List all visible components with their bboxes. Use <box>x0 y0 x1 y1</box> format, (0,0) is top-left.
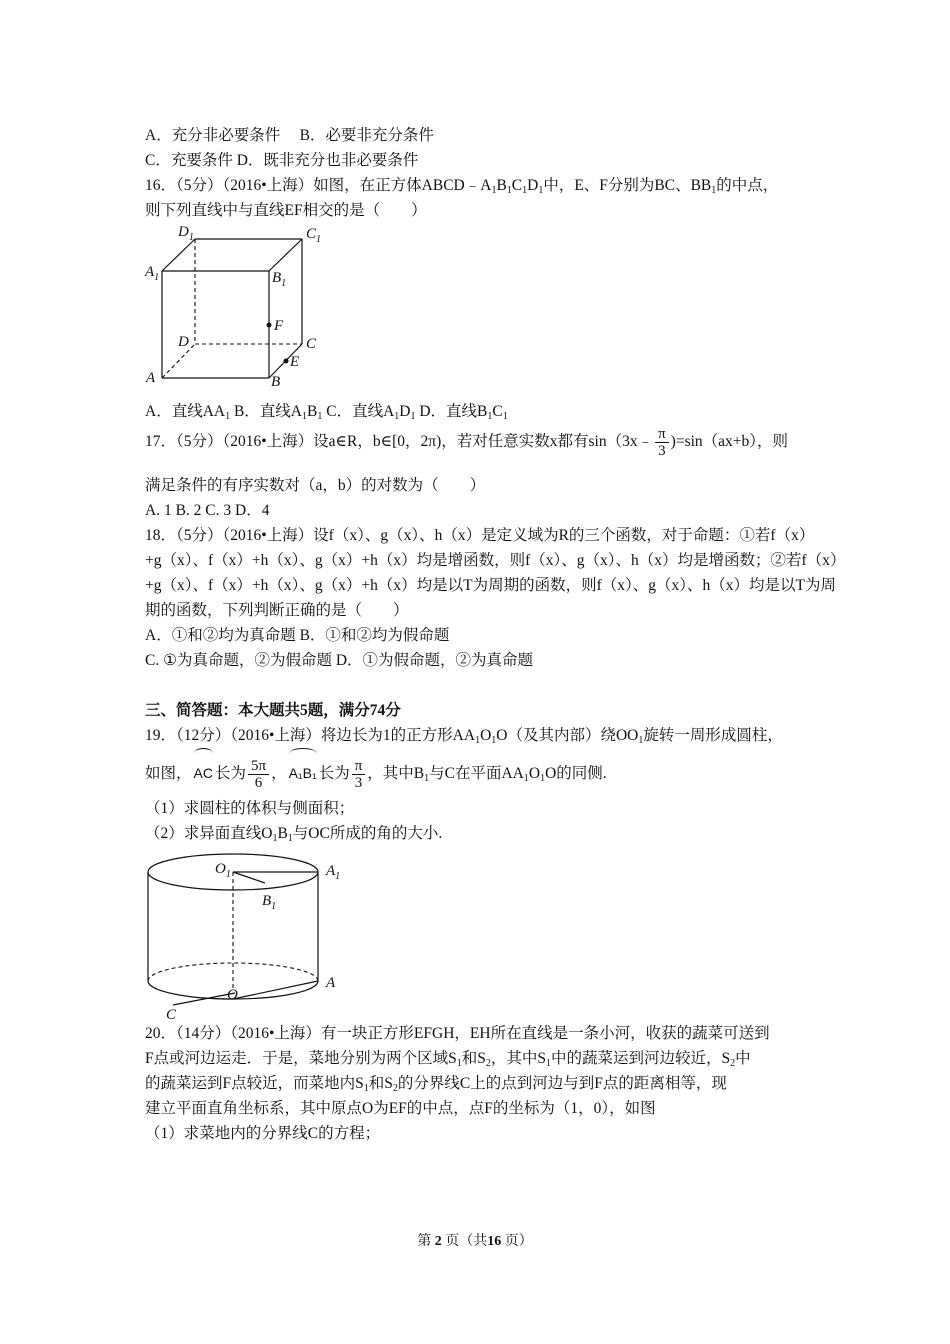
q16-stem-line2: 则下列直线中与直线EF相交的是（ ） <box>145 202 427 219</box>
q17-stem-line1: 17．（5分）（2016•上海）设a∈R，b∈[0，2π)，若对任意实数x都有sin（3x﹣ $\frac{\pi}{3}$ )=sin（ax+b），则 <box>145 425 789 459</box>
section-heading: 三、简答题：本大题共5题，满分74分 <box>145 702 401 719</box>
q18-options-ab: A．①和②均为真命题 B．①和②均为假命题 <box>145 627 450 644</box>
point-e <box>284 359 289 364</box>
svg-text:A: A <box>326 975 336 991</box>
q19-stem-line1: 19．（12分）（2016•上海）将边长为1的正方形$AA_1O_1O$（及其内部）绕$OO_1$旋转一周形成圆柱， <box>145 727 783 746</box>
page-number: 2 <box>434 1234 442 1249</box>
q20-stem-line4: 建立平面直角坐标系，其中原点O为EF的中点，点F的坐标为（1，0），如图 <box>145 1100 656 1117</box>
q18-stem-line4: 期的函数，下列判断正确的是（ ） <box>145 602 409 619</box>
page-total: 16 <box>487 1234 502 1249</box>
q19-stem-line2: 如图， AC 长为 $\frac{5\pi}{6}$ ， A₁B₁ 长为 $\frac{\pi}{3}$ ，其中$B_1$与C在平面$AA_1O_1O$的同侧. <box>145 748 607 798</box>
svg-text:O: O <box>227 987 238 1003</box>
q17-stem-line2: 满足条件的有序实数对（a，b）的对数为（ ） <box>145 477 486 494</box>
q19-part2: （2）求异面直线$O_1B_1$与OC所成的角的大小. <box>145 825 443 844</box>
svg-text:B1: $B_1$ <box>272 270 287 289</box>
fraction-5pi-over-6: $\frac{5\pi}{6}$ <box>248 758 269 791</box>
q15-options-ab: A．充分非必要条件 B．必要非充分条件 <box>145 127 434 144</box>
fraction-pi-over-3: $\frac{\pi}{3}$ <box>655 426 669 459</box>
svg-text:A: A <box>146 370 156 386</box>
svg-text:B: B <box>271 374 281 390</box>
svg-text:D: D <box>178 334 189 350</box>
q18-stem-line3: +g（x）、f（x）+h（x）、g（x）+h（x）均是以T为周期的函数，则f（x）、g（x）、h（x）均是以T为周 <box>145 577 836 594</box>
point-f <box>267 323 272 328</box>
page-footer: 第 2 页（共16 页） <box>417 1234 533 1249</box>
arc-a1b1: A₁B₁ <box>289 748 317 792</box>
svg-text:E: E <box>290 354 300 370</box>
q16-options: A．直线$AA_1$ B．直线$A_1B_1$ C．直线$A_1D_1$ D．直线$B_1C_1$ <box>145 403 508 422</box>
svg-text:C: C <box>306 336 317 352</box>
cube-figure <box>140 220 330 392</box>
q18-options-cd: C. ①为真命题，②为假命题 D．①为假命题，②为真命题 <box>145 652 534 669</box>
svg-text:F: F <box>274 318 284 334</box>
svg-text:A1: $A_1$ <box>145 264 160 283</box>
cylinder-figure <box>138 845 348 1025</box>
q18-stem-line2: +g（x）、f（x）+h（x）、g（x）+h（x）均是增函数，则f（x）、g（x）、h（x）均是增函数；②若f（x） <box>145 552 846 569</box>
q20-part1: （1）求菜地内的分界线C的方程； <box>145 1125 381 1142</box>
svg-text:C: C <box>166 1007 177 1023</box>
q20-stem-line2: F点或河边运走．于是，菜地分别为两个区域$S_1$和$S_2$，其中$S_1$中的蔬菜运到河边较近，$S_2$中 <box>145 1050 751 1069</box>
q17-options: A. 1 B. 2 C. 3 D．4 <box>145 502 270 519</box>
q20-stem-line1: 20．（14分）（2016•上海）有一块正方形EFGH，EH所在直线是一条小河，收获的蔬菜可送到 <box>145 1025 770 1042</box>
q20-stem-line3: 的蔬菜运到F点较近，而菜地内$S_1$和$S_2$的分界线C上的点到河边与到F点的距离相等，现 <box>145 1075 727 1094</box>
svg-text:O1: $O_1$ <box>215 861 231 880</box>
arc-ac: AC <box>194 748 213 792</box>
q16-stem-line1: 16．（5分）（2016•上海）如图，在正方体$ABCD﹣A_1B_1C_1D_1$中，E、F分别为BC、$BB_1$的中点， <box>145 177 779 196</box>
fraction-pi-over-3: $\frac{\pi}{3}$ <box>352 758 366 791</box>
svg-text:A1: $A_1$ <box>326 863 341 882</box>
svg-text:D1: $D_1$ <box>178 224 194 243</box>
svg-text:C1: $C_1$ <box>306 226 322 245</box>
q19-part1: （1）求圆柱的体积与侧面积； <box>145 800 355 817</box>
q15-options-cd: C．充要条件 D．既非充分也非必要条件 <box>145 152 419 169</box>
svg-text:B1: $B_1$ <box>262 893 277 912</box>
q18-stem-line1: 18．（5分）（2016•上海）设f（x）、g（x）、h（x）是定义域为R的三个函数，对于命题：①若f（x） <box>145 527 815 544</box>
